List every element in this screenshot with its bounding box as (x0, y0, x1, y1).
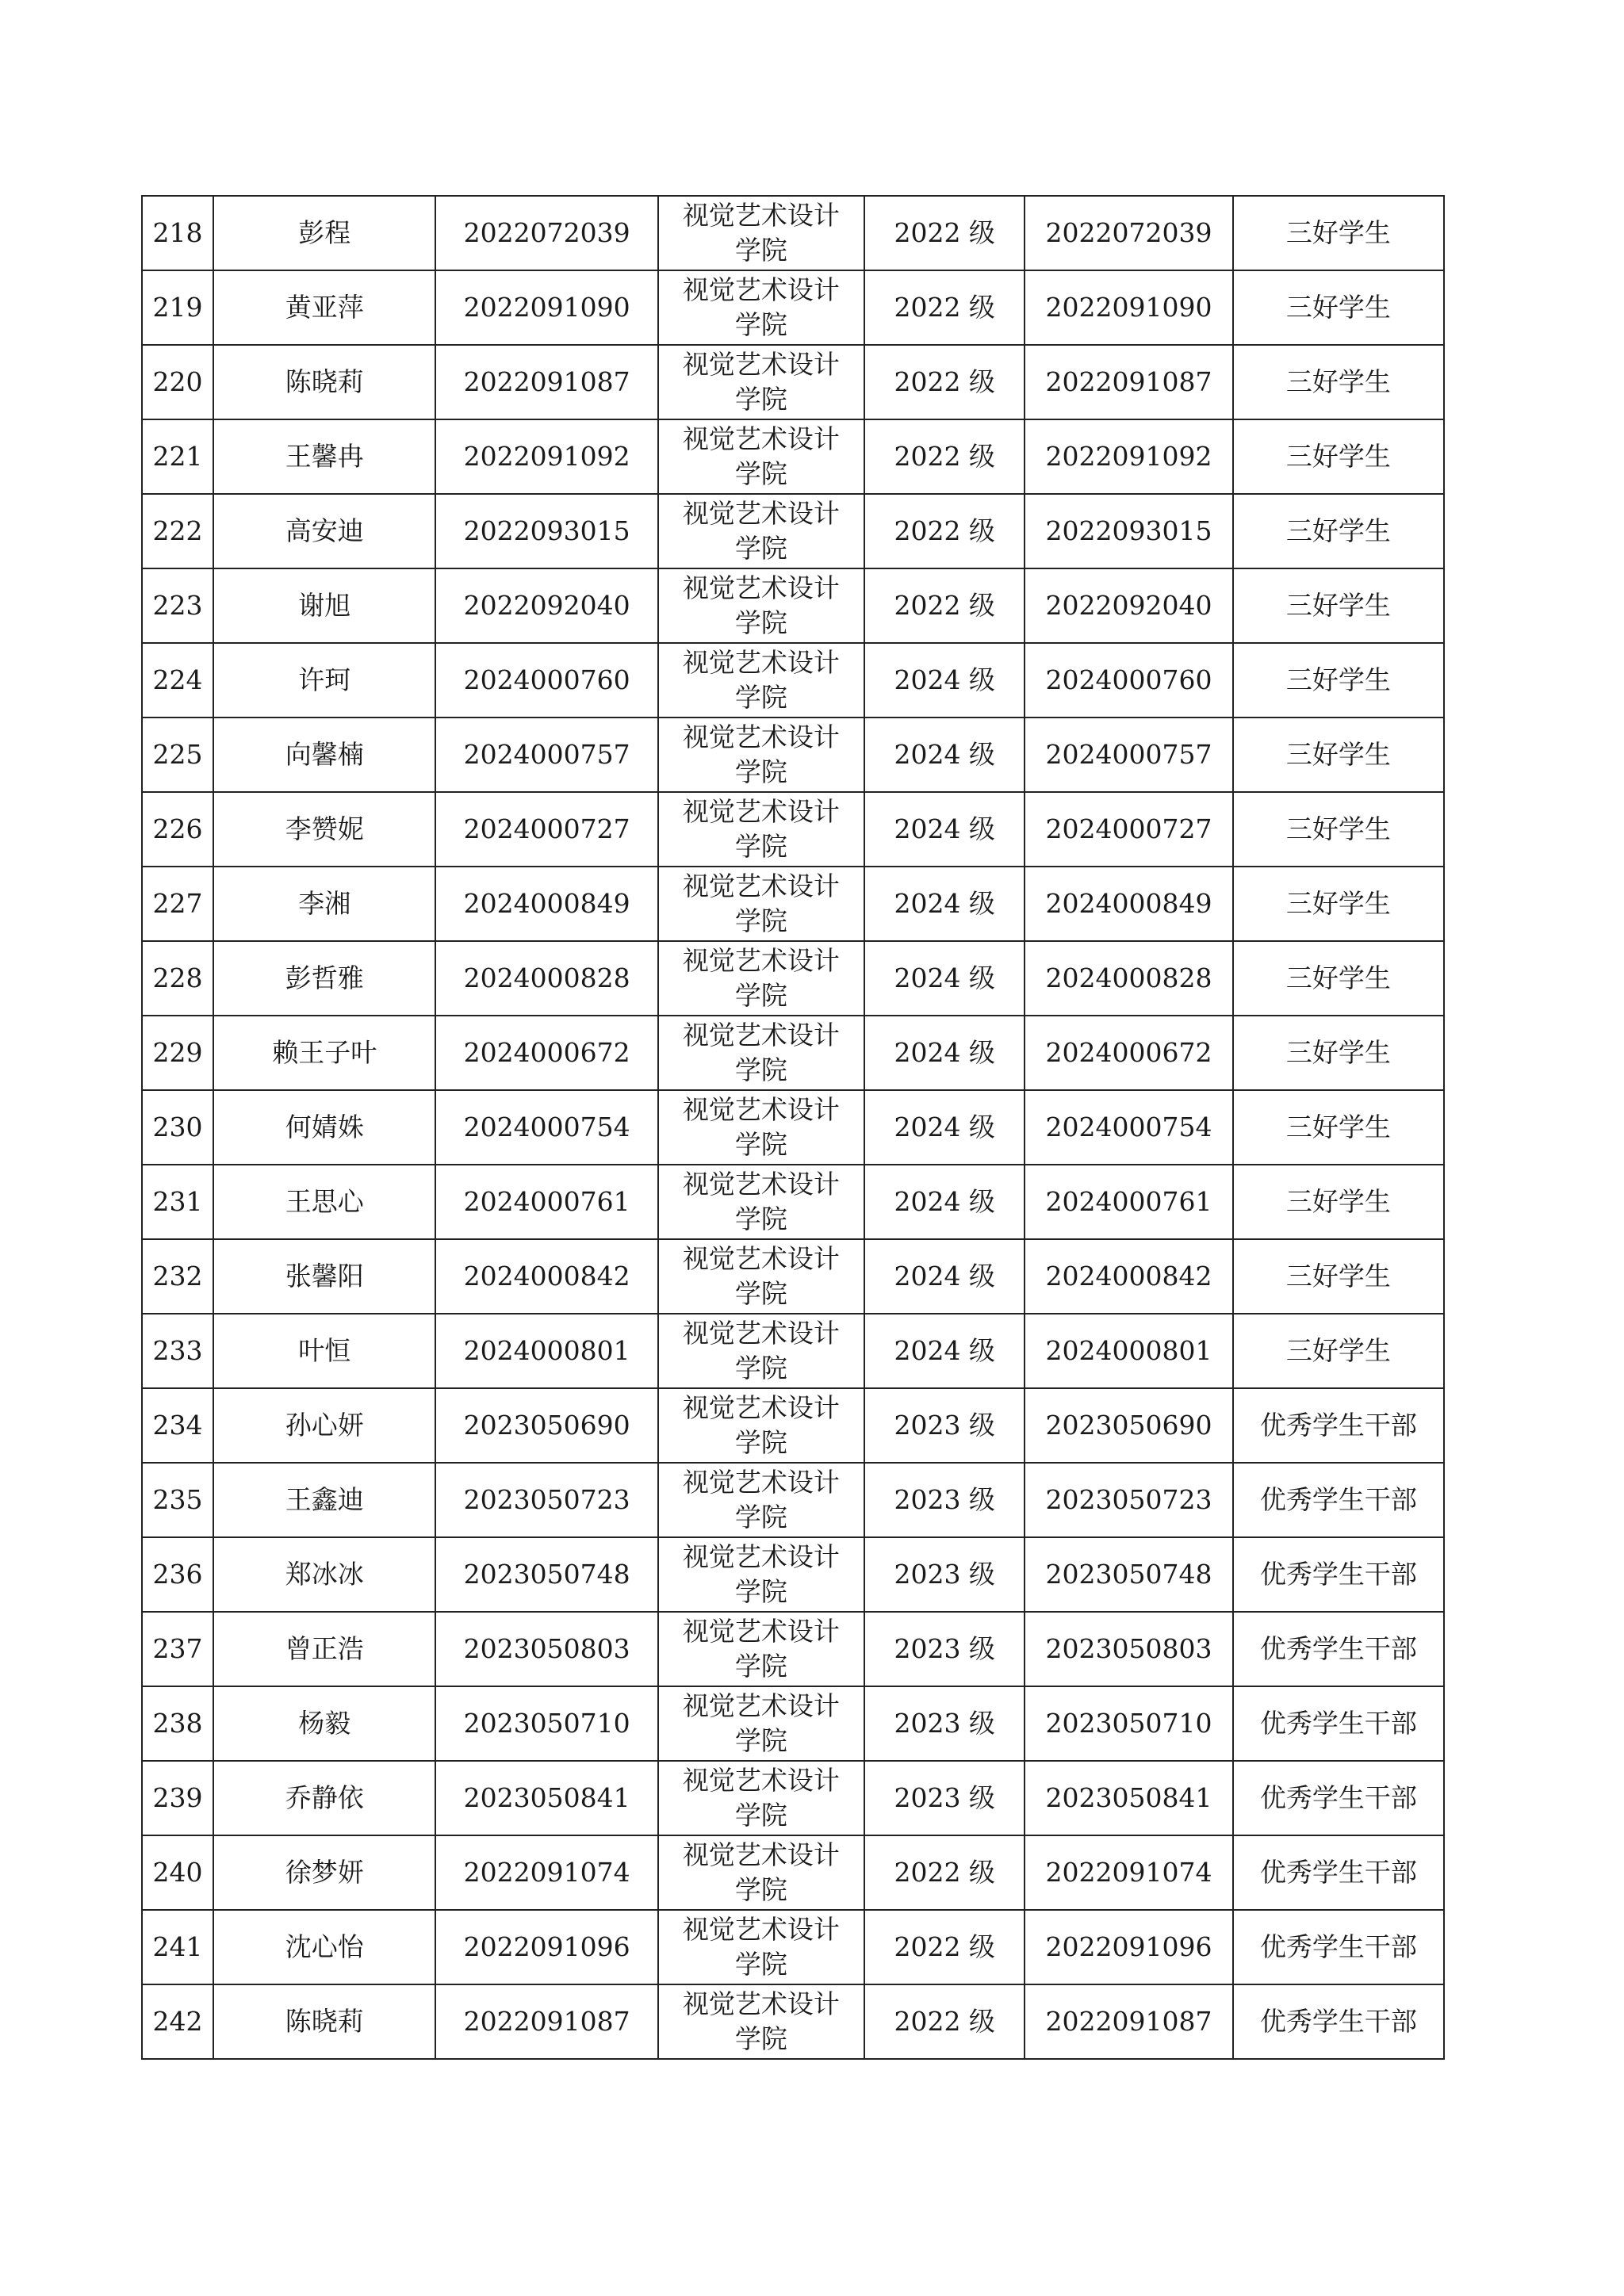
college-cell (658, 1835, 864, 1910)
student-id-cell: 2024000828 (435, 941, 657, 1016)
college-cell (658, 1686, 864, 1761)
student-number-cell: 2024000672 (1025, 1016, 1232, 1090)
grade-cell: 2024 级 (864, 1314, 1025, 1388)
student-id-cell: 2022091087 (435, 1984, 657, 2059)
student-name-cell: 乔静依 (213, 1761, 435, 1835)
grade-cell: 2024 级 (864, 1090, 1025, 1165)
table-row (142, 792, 1444, 867)
table-row (142, 1016, 1444, 1090)
student-name-cell: 曾正浩 (213, 1612, 435, 1686)
student-id-cell: 2024000672 (435, 1016, 657, 1090)
table-row (142, 1388, 1444, 1463)
college-name: 视觉艺术设计学院 (682, 1392, 840, 1458)
row-number-cell: 221 (142, 419, 213, 494)
student-number-cell: 2024000760 (1025, 643, 1232, 718)
student-number-cell: 2024000754 (1025, 1090, 1232, 1165)
student-name-cell: 黄亚萍 (213, 270, 435, 345)
honor-title-cell: 优秀学生干部 (1233, 1463, 1444, 1537)
table-row (142, 867, 1444, 941)
honor-title-cell: 优秀学生干部 (1233, 1612, 1444, 1686)
row-number-cell: 223 (142, 568, 213, 643)
grade-cell: 2023 级 (864, 1612, 1025, 1686)
table-row (142, 1090, 1444, 1165)
row-number-cell: 229 (142, 1016, 213, 1090)
college-name: 视觉艺术设计学院 (682, 498, 840, 564)
honor-title-cell: 三好学生 (1233, 792, 1444, 867)
student-id-cell: 2022091090 (435, 270, 657, 345)
row-number-cell: 233 (142, 1314, 213, 1388)
row-number-cell: 220 (142, 345, 213, 419)
honor-title-cell: 三好学生 (1233, 270, 1444, 345)
honor-title-cell: 优秀学生干部 (1233, 1984, 1444, 2059)
college-cell (658, 568, 864, 643)
table-row (142, 1984, 1444, 2059)
table-row (142, 941, 1444, 1016)
student-honors-table (141, 195, 1445, 2060)
student-number-cell: 2023050803 (1025, 1612, 1232, 1686)
student-name-cell: 沈心怡 (213, 1910, 435, 1984)
college-cell (658, 1314, 864, 1388)
row-number-cell: 240 (142, 1835, 213, 1910)
table-row (142, 1463, 1444, 1537)
student-id-cell: 2024000757 (435, 718, 657, 792)
grade-cell: 2024 级 (864, 867, 1025, 941)
college-cell (658, 1090, 864, 1165)
student-number-cell: 2024000761 (1025, 1165, 1232, 1239)
row-number-cell: 237 (142, 1612, 213, 1686)
grade-cell: 2022 级 (864, 270, 1025, 345)
student-number-cell: 2024000849 (1025, 867, 1232, 941)
college-cell (658, 494, 864, 568)
row-number-cell: 231 (142, 1165, 213, 1239)
honor-title-cell: 优秀学生干部 (1233, 1761, 1444, 1835)
grade-cell: 2023 级 (864, 1761, 1025, 1835)
student-id-cell: 2024000754 (435, 1090, 657, 1165)
student-id-cell: 2022091092 (435, 419, 657, 494)
student-id-cell: 2024000760 (435, 643, 657, 718)
college-name: 视觉艺术设计学院 (682, 721, 840, 787)
college-name: 视觉艺术设计学院 (682, 572, 840, 638)
student-number-cell: 2022091090 (1025, 270, 1232, 345)
grade-cell: 2023 级 (864, 1537, 1025, 1612)
student-id-cell: 2022091087 (435, 345, 657, 419)
honor-title-cell: 优秀学生干部 (1233, 1910, 1444, 1984)
row-number-cell: 238 (142, 1686, 213, 1761)
row-number-cell: 225 (142, 718, 213, 792)
student-name-cell: 许珂 (213, 643, 435, 718)
student-name-cell: 叶恒 (213, 1314, 435, 1388)
college-name: 视觉艺术设计学院 (682, 647, 840, 713)
honor-title-cell: 三好学生 (1233, 1314, 1444, 1388)
student-number-cell: 2022072039 (1025, 196, 1232, 270)
row-number-cell: 230 (142, 1090, 213, 1165)
student-number-cell: 2022091096 (1025, 1910, 1232, 1984)
grade-cell: 2024 级 (864, 1165, 1025, 1239)
row-number-cell: 241 (142, 1910, 213, 1984)
honor-title-cell: 三好学生 (1233, 718, 1444, 792)
student-number-cell: 2023050841 (1025, 1761, 1232, 1835)
grade-cell: 2022 级 (864, 1984, 1025, 2059)
grade-cell: 2022 级 (864, 1835, 1025, 1910)
grade-cell: 2024 级 (864, 718, 1025, 792)
student-id-cell: 2024000842 (435, 1239, 657, 1314)
table-row (142, 1239, 1444, 1314)
row-number-cell: 228 (142, 941, 213, 1016)
student-name-cell: 王鑫迪 (213, 1463, 435, 1537)
honor-title-cell: 三好学生 (1233, 941, 1444, 1016)
student-name-cell: 赖王子叶 (213, 1016, 435, 1090)
student-name-cell: 高安迪 (213, 494, 435, 568)
college-name: 视觉艺术设计学院 (682, 1243, 840, 1309)
row-number-cell: 218 (142, 196, 213, 270)
grade-cell: 2022 级 (864, 568, 1025, 643)
student-id-cell: 2023050690 (435, 1388, 657, 1463)
grade-cell: 2024 级 (864, 1239, 1025, 1314)
student-name-cell: 谢旭 (213, 568, 435, 643)
table-row (142, 1761, 1444, 1835)
student-name-cell: 陈晓莉 (213, 345, 435, 419)
table-row (142, 494, 1444, 568)
student-number-cell: 2023050723 (1025, 1463, 1232, 1537)
table-row (142, 1537, 1444, 1612)
college-cell (658, 1910, 864, 1984)
student-id-cell: 2022093015 (435, 494, 657, 568)
college-cell (658, 941, 864, 1016)
college-name: 视觉艺术设计学院 (682, 423, 840, 489)
college-name: 视觉艺术设计学院 (682, 1616, 840, 1682)
table-row (142, 419, 1444, 494)
table-body (142, 196, 1444, 2059)
honor-title-cell: 三好学生 (1233, 494, 1444, 568)
college-name: 视觉艺术设计学院 (682, 1988, 840, 2054)
row-number-cell: 232 (142, 1239, 213, 1314)
college-cell (658, 345, 864, 419)
college-cell (658, 1761, 864, 1835)
honor-title-cell: 三好学生 (1233, 1239, 1444, 1314)
student-number-cell: 2022091092 (1025, 419, 1232, 494)
student-number-cell: 2024000727 (1025, 792, 1232, 867)
student-number-cell: 2022091087 (1025, 345, 1232, 419)
table-row (142, 1314, 1444, 1388)
college-cell (658, 1463, 864, 1537)
student-id-cell: 2022072039 (435, 196, 657, 270)
college-name: 视觉艺术设计学院 (682, 1094, 840, 1160)
grade-cell: 2023 级 (864, 1388, 1025, 1463)
student-id-cell: 2023050748 (435, 1537, 657, 1612)
row-number-cell: 239 (142, 1761, 213, 1835)
row-number-cell: 222 (142, 494, 213, 568)
student-name-cell: 张馨阳 (213, 1239, 435, 1314)
college-name: 视觉艺术设计学院 (682, 1839, 840, 1905)
college-name: 视觉艺术设计学院 (682, 1690, 840, 1756)
college-cell (658, 1016, 864, 1090)
table-row (142, 1910, 1444, 1984)
honor-title-cell: 优秀学生干部 (1233, 1537, 1444, 1612)
student-id-cell: 2024000727 (435, 792, 657, 867)
student-id-cell: 2023050803 (435, 1612, 657, 1686)
student-name-cell: 向馨楠 (213, 718, 435, 792)
student-id-cell: 2022091096 (435, 1910, 657, 1984)
college-cell (658, 1537, 864, 1612)
honor-title-cell: 三好学生 (1233, 345, 1444, 419)
grade-cell: 2024 级 (864, 792, 1025, 867)
student-id-cell: 2022091074 (435, 1835, 657, 1910)
row-number-cell: 224 (142, 643, 213, 718)
grade-cell: 2022 级 (864, 1910, 1025, 1984)
college-cell (658, 792, 864, 867)
student-name-cell: 彭程 (213, 196, 435, 270)
college-name: 视觉艺术设计学院 (682, 1541, 840, 1607)
student-number-cell: 2024000828 (1025, 941, 1232, 1016)
student-number-cell: 2024000801 (1025, 1314, 1232, 1388)
row-number-cell: 226 (142, 792, 213, 867)
table-row (142, 1835, 1444, 1910)
row-number-cell: 227 (142, 867, 213, 941)
college-name: 视觉艺术设计学院 (682, 871, 840, 936)
honor-title-cell: 三好学生 (1233, 419, 1444, 494)
table-row (142, 196, 1444, 270)
row-number-cell: 242 (142, 1984, 213, 2059)
student-number-cell: 2022091087 (1025, 1984, 1232, 2059)
student-id-cell: 2023050710 (435, 1686, 657, 1761)
grade-cell: 2022 级 (864, 419, 1025, 494)
honor-title-cell: 三好学生 (1233, 1165, 1444, 1239)
college-name: 视觉艺术设计学院 (682, 1020, 840, 1085)
college-cell (658, 718, 864, 792)
college-cell (658, 1165, 864, 1239)
grade-cell: 2024 级 (864, 941, 1025, 1016)
honor-title-cell: 三好学生 (1233, 867, 1444, 941)
college-name: 视觉艺术设计学院 (682, 1914, 840, 1980)
college-cell (658, 1239, 864, 1314)
college-name: 视觉艺术设计学院 (682, 1169, 840, 1234)
student-name-cell: 彭哲雅 (213, 941, 435, 1016)
college-cell (658, 1388, 864, 1463)
table-row (142, 1612, 1444, 1686)
student-name-cell: 王馨冉 (213, 419, 435, 494)
grade-cell: 2022 级 (864, 345, 1025, 419)
college-cell (658, 196, 864, 270)
honor-title-cell: 三好学生 (1233, 1090, 1444, 1165)
college-name: 视觉艺术设计学院 (682, 274, 840, 340)
honor-title-cell: 优秀学生干部 (1233, 1388, 1444, 1463)
college-name: 视觉艺术设计学院 (682, 1318, 840, 1383)
college-name: 视觉艺术设计学院 (682, 796, 840, 862)
honor-title-cell: 优秀学生干部 (1233, 1686, 1444, 1761)
row-number-cell: 236 (142, 1537, 213, 1612)
table-row (142, 1165, 1444, 1239)
student-id-cell: 2024000801 (435, 1314, 657, 1388)
student-id-cell: 2023050723 (435, 1463, 657, 1537)
student-id-cell: 2024000849 (435, 867, 657, 941)
honor-title-cell: 三好学生 (1233, 568, 1444, 643)
college-cell (658, 643, 864, 718)
grade-cell: 2023 级 (864, 1463, 1025, 1537)
grade-cell: 2023 级 (864, 1686, 1025, 1761)
student-number-cell: 2022093015 (1025, 494, 1232, 568)
student-id-cell: 2023050841 (435, 1761, 657, 1835)
student-name-cell: 李湘 (213, 867, 435, 941)
table-row (142, 345, 1444, 419)
college-name: 视觉艺术设计学院 (682, 200, 840, 266)
student-number-cell: 2022092040 (1025, 568, 1232, 643)
honor-title-cell: 三好学生 (1233, 643, 1444, 718)
honor-title-cell: 三好学生 (1233, 196, 1444, 270)
college-name: 视觉艺术设计学院 (682, 945, 840, 1011)
student-number-cell: 2024000842 (1025, 1239, 1232, 1314)
student-number-cell: 2023050710 (1025, 1686, 1232, 1761)
college-cell (658, 1612, 864, 1686)
student-number-cell: 2023050690 (1025, 1388, 1232, 1463)
college-cell (658, 867, 864, 941)
student-name-cell: 杨毅 (213, 1686, 435, 1761)
college-cell (658, 1984, 864, 2059)
row-number-cell: 219 (142, 270, 213, 345)
grade-cell: 2024 级 (864, 643, 1025, 718)
college-cell (658, 419, 864, 494)
college-name: 视觉艺术设计学院 (682, 1765, 840, 1831)
grade-cell: 2022 级 (864, 494, 1025, 568)
table-row (142, 1686, 1444, 1761)
grade-cell: 2024 级 (864, 1016, 1025, 1090)
honor-title-cell: 三好学生 (1233, 1016, 1444, 1090)
student-number-cell: 2023050748 (1025, 1537, 1232, 1612)
table-row (142, 718, 1444, 792)
student-name-cell: 孙心妍 (213, 1388, 435, 1463)
student-name-cell: 郑冰冰 (213, 1537, 435, 1612)
college-cell (658, 270, 864, 345)
table-row (142, 568, 1444, 643)
row-number-cell: 234 (142, 1388, 213, 1463)
student-name-cell: 陈晓莉 (213, 1984, 435, 2059)
student-number-cell: 2024000757 (1025, 718, 1232, 792)
honor-title-cell: 优秀学生干部 (1233, 1835, 1444, 1910)
student-name-cell: 王思心 (213, 1165, 435, 1239)
student-name-cell: 何婧姝 (213, 1090, 435, 1165)
college-name: 视觉艺术设计学院 (682, 349, 840, 415)
table-row (142, 270, 1444, 345)
row-number-cell: 235 (142, 1463, 213, 1537)
student-id-cell: 2024000761 (435, 1165, 657, 1239)
table-row (142, 643, 1444, 718)
student-number-cell: 2022091074 (1025, 1835, 1232, 1910)
grade-cell: 2022 级 (864, 196, 1025, 270)
college-name: 视觉艺术设计学院 (682, 1467, 840, 1533)
student-id-cell: 2022092040 (435, 568, 657, 643)
student-name-cell: 李赞妮 (213, 792, 435, 867)
student-name-cell: 徐梦妍 (213, 1835, 435, 1910)
